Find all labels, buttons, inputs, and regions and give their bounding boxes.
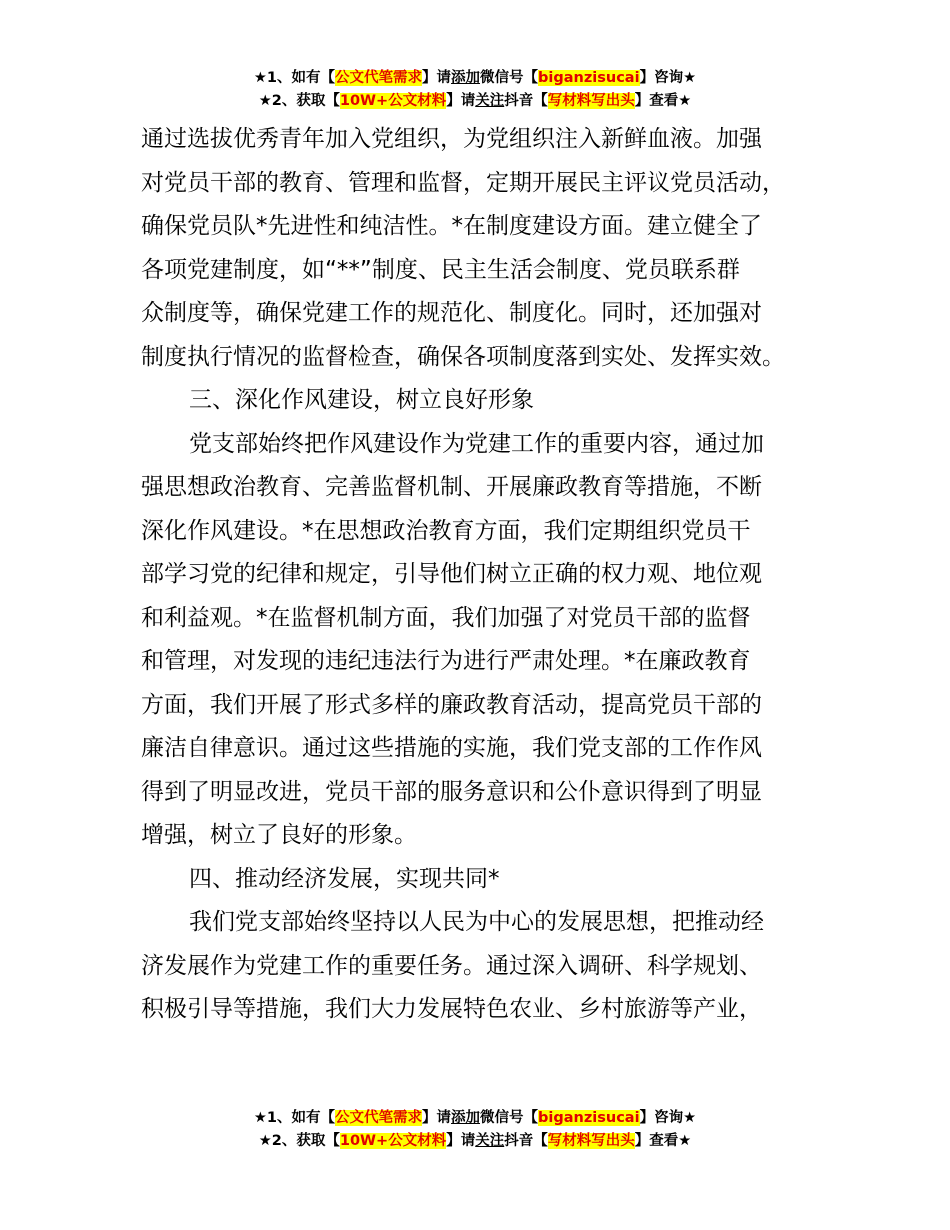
underlined-text: 关注 <box>475 1133 505 1149</box>
highlight-text: 写材料写出头 <box>547 93 635 109</box>
banner-text: 】请 <box>422 1110 452 1126</box>
section-heading: 三、深化作风建设，树立良好形象 <box>189 387 534 413</box>
text-line: 制度执行情况的监督检查，确保各项制度落到实处、发挥实效。 <box>141 343 785 370</box>
text-line: 积极引导等措施，我们大力发展特色农业、乡村旅游等产业， <box>141 996 762 1022</box>
highlight-text: 写材料写出头 <box>547 1133 635 1149</box>
banner-text: 微信号【 <box>480 1110 539 1126</box>
banner-line-2 <box>0 90 950 113</box>
text-line: 各项党建制度，如“**”制度、民主生活会制度、党员联系群 <box>141 256 740 283</box>
underlined-text: 添加 <box>451 70 481 86</box>
text-line: 方面，我们开展了形式多样的廉政教育活动，提高党员干部的 <box>141 691 762 718</box>
text-line: 和利益观。*在监督机制方面，我们加强了对党员干部的监督 <box>141 604 751 631</box>
text-line: 增强，树立了良好的形象。 <box>141 822 417 848</box>
header-banner <box>0 67 950 113</box>
text-line: 廉洁自律意识。通过这些措施的实施，我们党支部的工作作风 <box>141 735 762 761</box>
highlight-text: 10W+公文材料 <box>339 93 447 109</box>
banner-line-1 <box>0 67 950 90</box>
text-line: 党支部始终把作风建设作为党建工作的重要内容，通过加 <box>189 430 764 457</box>
text-line: 深化作风建设。*在思想政治教育方面，我们定期组织党员干 <box>141 517 751 544</box>
text-line: 强思想政治教育、完善监督机制、开展廉政教育等措施，不断 <box>141 474 762 500</box>
highlight-text: biganzisucai <box>538 70 640 86</box>
banner-text: 抖音【 <box>504 1133 548 1149</box>
banner-text: 】查看★ <box>634 93 692 109</box>
highlight-text: 公文代笔需求 <box>335 70 423 86</box>
banner-text: 】请 <box>446 93 476 109</box>
highlight-text: 10W+公文材料 <box>339 1133 447 1149</box>
text-line: 确保党员队*先进性和纯洁性。*在制度建设方面。建立健全了 <box>141 213 762 239</box>
banner-line-1 <box>0 1107 950 1130</box>
banner-text: ★2、获取【 <box>258 93 340 109</box>
banner-text: 】查看★ <box>634 1133 692 1149</box>
underlined-text: 添加 <box>451 1110 481 1126</box>
banner-text: 微信号【 <box>480 70 539 86</box>
banner-text: 】咨询★ <box>639 70 697 86</box>
text-line: 部学习党的纪律和规定，引导他们树立正确的权力观、地位观 <box>141 561 762 587</box>
text-line: 济发展作为党建工作的重要任务。通过深入调研、科学规划、 <box>141 952 762 979</box>
banner-text: ★1、如有【 <box>253 70 336 86</box>
footer-banner <box>0 1107 950 1153</box>
text-line: 我们党支部始终坚持以人民为中心的发展思想，把推动经 <box>189 909 764 935</box>
banner-line-2 <box>0 1130 950 1153</box>
text-line: 对党员干部的教育、管理和监督，定期开展民主评议党员活动， <box>141 169 785 196</box>
highlight-text: 公文代笔需求 <box>335 1110 423 1126</box>
section-heading: 四、推动经济发展，实现共同* <box>189 865 500 892</box>
text-line: 得到了明显改进，党员干部的服务意识和公仆意识得到了明显 <box>141 778 762 805</box>
highlight-text: biganzisucai <box>538 1110 640 1126</box>
banner-text: ★1、如有【 <box>253 1110 336 1126</box>
banner-text: 抖音【 <box>504 93 548 109</box>
underlined-text: 关注 <box>475 93 505 109</box>
document-body <box>141 118 831 1032</box>
text-line: 和管理，对发现的违纪违法行为进行严肃处理。*在廉政教育 <box>141 648 751 674</box>
banner-text: ★2、获取【 <box>258 1133 340 1149</box>
text-line: 通过选拔优秀青年加入党组织，为党组织注入新鲜血液。加强 <box>141 126 762 152</box>
text-line: 众制度等，确保党建工作的规范化、制度化。同时，还加强对 <box>141 300 762 326</box>
banner-text: 】请 <box>446 1133 476 1149</box>
banner-text: 】咨询★ <box>639 1110 697 1126</box>
banner-text: 】请 <box>422 70 452 86</box>
